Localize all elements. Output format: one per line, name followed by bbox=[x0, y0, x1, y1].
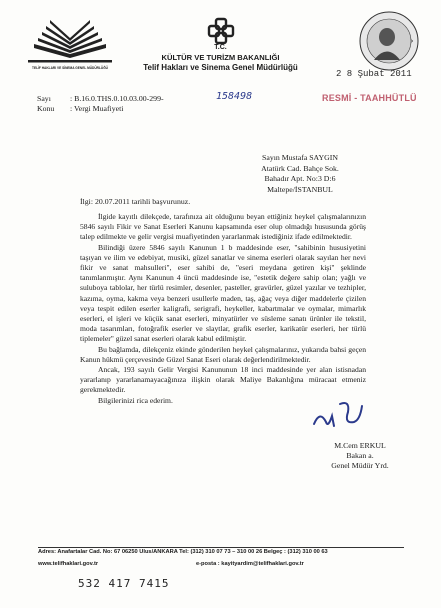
mehmet-akif-seal bbox=[358, 10, 420, 72]
addressee-name: Sayın Mustafa SAYGIN bbox=[262, 153, 338, 162]
sayi-value: : B.16.0.THS.0.10.03.00-299- bbox=[70, 94, 164, 103]
footer-address: Adres: Anafartalar Cad. No: 67 06250 Ulus/ANKARA Tel: (312) 310 07 73 – 310 00 26 Belgeç : (312) 310 00 63 bbox=[38, 549, 328, 555]
paragraph: İlgide kayıtlı dilekçede, tarafınıza ait olduğunu beyan ettiğiniz heykel çalışmalarınızın 5846 sayılı Fikir ve Sanat Eserleri Kanunu kapsamında eser olup olmadığı hususunda görüş talep edilmekte ve gelir vergisi muafiyetinden yararlanmak istediğiniz ifade edilmektedir. bbox=[80, 212, 366, 242]
paragraph: Bu bağlamda, dilekçeniz ekinde gönderilen heykel çalışmalarınız, yukarıda bahsi geçen Kanun hükmü çerçevesinde Güzel Sanat Eseri olarak değerlendirilmektedir. bbox=[80, 344, 366, 364]
sayi-handwritten-number: 158498 bbox=[216, 91, 253, 102]
knot-emblem-icon bbox=[206, 16, 236, 46]
reference-line: İlgi: 20.07.2011 tarihli başvurunuz. bbox=[80, 197, 191, 206]
paragraph: Ancak, 193 sayılı Gelir Vergisi Kanununun 18 inci maddesinde yer alan istisnadan yararlanıp yararlanamayacağınıza ilişkin olarak Maliye Bakanlığına müracaat etmeniz gerekmektedir. bbox=[80, 365, 366, 395]
handwritten-phone-number: 532 417 7415 bbox=[78, 577, 170, 590]
addressee-building: Bahadır Apt. No:3 D:6 bbox=[264, 174, 336, 184]
footer-website: www.telifhaklari.gov.tr bbox=[38, 561, 99, 567]
konu-value: : Vergi Muafiyeti bbox=[70, 104, 124, 113]
portrait-seal-icon bbox=[358, 10, 420, 72]
signature-block bbox=[318, 441, 402, 472]
addressee-city: Maltepe/İSTANBUL bbox=[267, 184, 333, 194]
paragraph: Bilindiği üzere 5846 sayılı Kanunun 1 b maddesinde eser, "sahibinin hususiyetini taşıyan ve ilim ve edebiyat, musiki, güzel sanatlar ve sinema eserleri olarak sayılan her nevi fikir ve sanat mahsulleri", eser sahibi de, "eseri meydana getiren kişi" şeklinde tanımlanmıştır. Aynı Kanunun 4 üncü maddesinde ise, "estetik değere sahip olan; yağlı ve suluboya tablolar, her türlü resimler, desenler, pasteller, gravürler, güzel yazılar ve tezhipler, kazıma, oyma, kakma veya benzeri usullerle maden, taş, ağaç veya diğer maddelerle çizilen veya tespit edilen eserler kaligrafi, serigrafi, heykeller, kabartmalar ve oymalar, mimarlık eserleri, el işleri ve küçük sanat eserleri, minyatürler ve süsleme sanatı ürünler ile tekstil, moda tasarımları, fotoğrafik eserler ve slaytlar, grafik eserler, karikatür eserleri, her türlü tiplemeler" güzel sanat eserleri olarak kabul edilmiştir. bbox=[80, 242, 366, 344]
letter-body bbox=[80, 212, 366, 406]
paragraph: Bilgilerinizi rica ederim. bbox=[98, 395, 173, 405]
ministry-name: KÜLTÜR VE TURİZM BAKANLIĞI bbox=[161, 53, 280, 62]
signatory-role: Genel Müdür Yrd. bbox=[331, 461, 389, 471]
tc-label: T.C. bbox=[214, 44, 227, 51]
addressee-street: Atatürk Cad. Bahçe Sok. bbox=[261, 163, 339, 173]
addressee-block bbox=[220, 153, 380, 195]
registered-mail-stamp: RESMİ - TAAHHÜTLÜ bbox=[322, 93, 417, 103]
signatory-title: Bakan a. bbox=[346, 451, 374, 461]
ministry-emblem bbox=[206, 16, 236, 46]
left-logo-caption: TELİF HAKLARI VE SİNEMA GENEL MÜDÜRLÜĞÜ bbox=[32, 66, 108, 70]
sayi-label: Sayı bbox=[37, 94, 51, 103]
department-name: Telif Hakları ve Sinema Genel Müdürlüğü bbox=[143, 63, 298, 72]
footer-divider bbox=[38, 547, 404, 548]
handwritten-signature bbox=[310, 396, 370, 441]
konu-label: Konu bbox=[37, 104, 55, 113]
footer-email: e-posta : kayityardim@telifhaklari.gov.tr bbox=[196, 561, 304, 567]
received-date-stamp: 2 8 Şubat 2011 bbox=[336, 69, 412, 79]
signatory-name: M.Cem ERKUL bbox=[334, 441, 386, 450]
signature-scribble-icon bbox=[310, 396, 370, 436]
